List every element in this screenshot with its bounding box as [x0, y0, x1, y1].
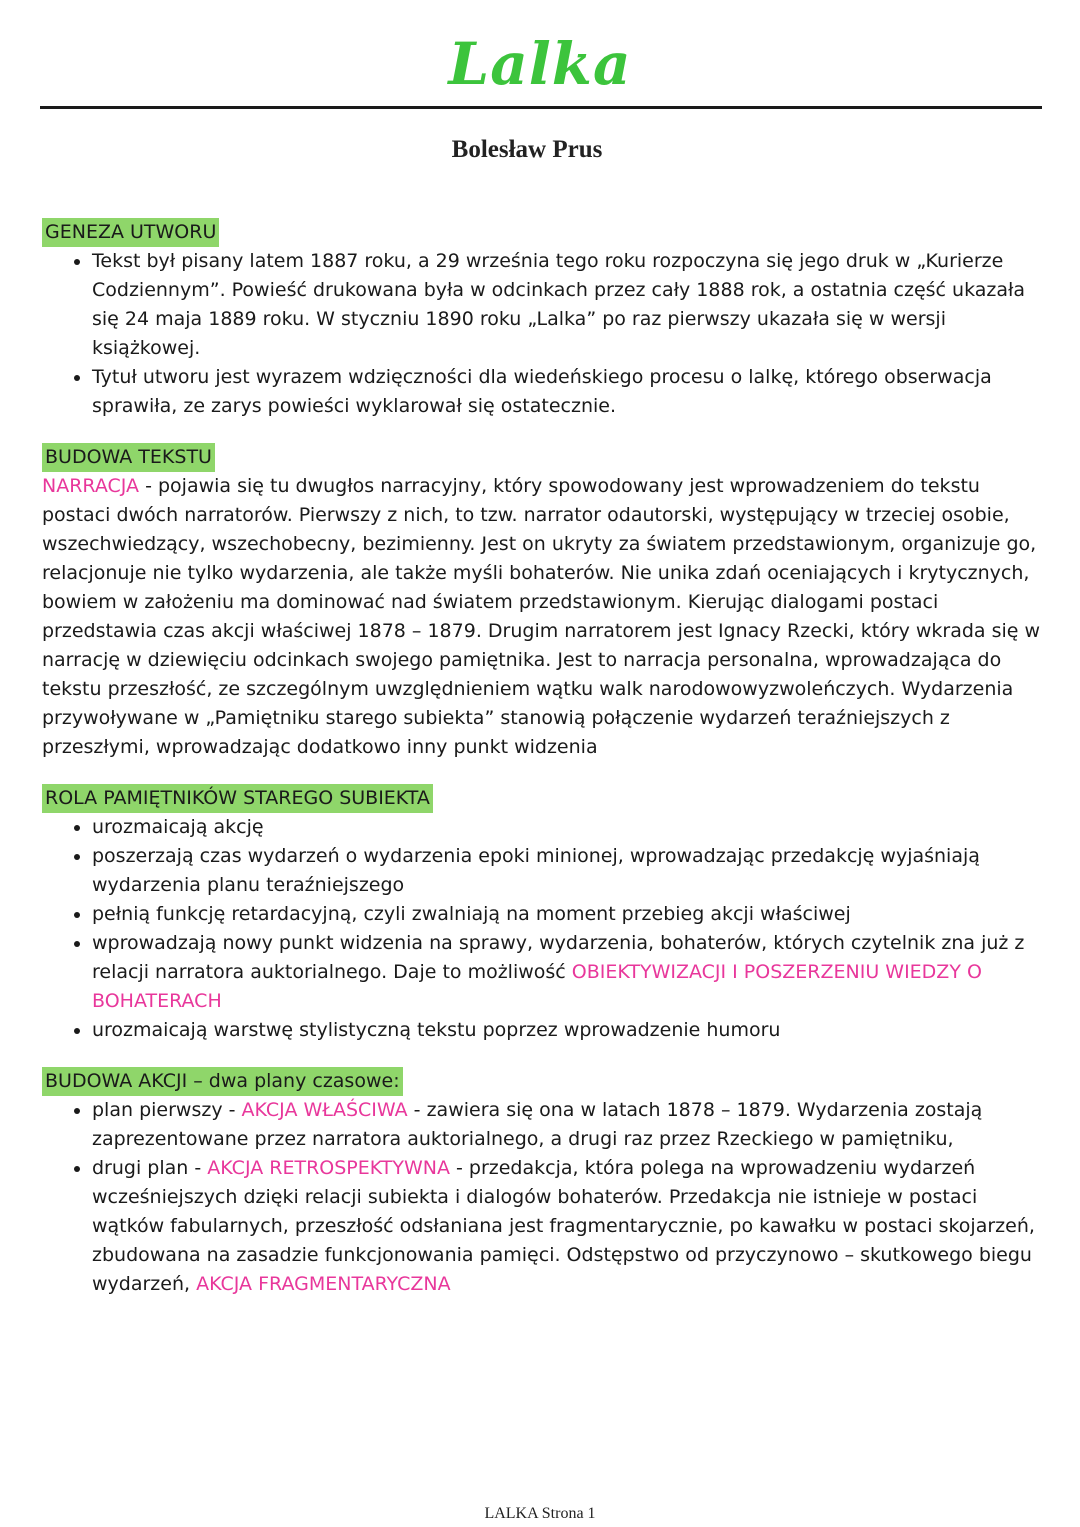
section-heading-budowa-tekstu: BUDOWA TEKSTU	[42, 443, 215, 472]
list-item: • pełnią funkcję retardacyjną, czyli zwalniają na moment przebieg akcji właściwej	[92, 900, 1052, 929]
list-item: • urozmaicają akcję	[92, 813, 1052, 842]
highlight-obiektywizacja: OBIEKTYWIZACJI I POSZERZENIU WIEDZY O BOHATERACH	[92, 961, 982, 1012]
section-heading-geneza: GENEZA UTWORU	[42, 218, 219, 247]
author-name: Bolesław Prus	[451, 136, 603, 163]
section-heading-rola: ROLA PAMIĘTNIKÓW STAREGO SUBIEKTA	[42, 784, 433, 813]
plan2-text: - przedakcja, która polega na wprowadzeniu wydarzeń wcześniejszych dzięki relacji subiekta i dialogów bohaterów. Przedakcja nie istnieje w postaci wątków fabularnych, przeszłość odsłaniana jest fragmentarycznie, po kawałku w postaci skojarzeń, zbudowana na zasadzie funkcjonowania pamięci. Odstępstwo od przyczynowo – skutkowego biegu wydarzeń,	[92, 1157, 1035, 1295]
section-rola-pamietnikow	[42, 784, 1052, 1045]
list-item: • urozmaicają warstwę stylistyczną tekstu poprzez wprowadzenie humoru	[92, 1016, 1052, 1045]
list-item	[92, 929, 1052, 1016]
akcja-wlasciwa-label: AKCJA WŁAŚCIWA	[241, 1099, 408, 1121]
section-heading-budowa-akcji: BUDOWA AKCJI – dwa plany czasowe:	[42, 1067, 403, 1096]
list-item	[92, 1096, 1052, 1154]
geneza-list	[42, 247, 1052, 421]
section-geneza	[42, 218, 1052, 421]
page-footer: LALKA Strona 1	[484, 1505, 596, 1522]
document-body	[42, 218, 1052, 1321]
plan2-prefix: drugi plan -	[92, 1157, 208, 1179]
narracja-paragraph	[42, 472, 1052, 762]
section-budowa-tekstu	[42, 443, 1052, 762]
plan1-prefix: plan pierwszy -	[92, 1099, 242, 1121]
rola-list	[42, 813, 1052, 1045]
narracja-label: NARRACJA	[42, 475, 140, 497]
akcja-retrospektywna-label: AKCJA RETROSPEKTYWNA	[207, 1157, 450, 1179]
list-item: • Tekst był pisany latem 1887 roku, a 29 września tego roku rozpoczyna się jego druk w „Kurierze Codziennym”. Powieść drukowana była w odcinkach przez cały 1888 rok, a ostatnia część ukazała się 24 maja 1889 roku. W styczniu 1890 roku „Lalka” po raz pierwszy ukazała się w wersji książkowej.	[92, 247, 1052, 363]
akcja-list	[42, 1096, 1052, 1299]
plan1-text: - zawiera się ona w latach 1878 – 1879. Wydarzenia zostają zaprezentowane przez narratora auktorialnego, a drugi raz przez Rzeckiego w pamiętniku,	[92, 1099, 983, 1150]
section-budowa-akcji	[42, 1067, 1052, 1299]
akcja-fragmentaryczna-label: AKCJA FRAGMENTARYCZNA	[196, 1273, 451, 1295]
list-item	[92, 1154, 1052, 1299]
list-item: • Tytuł utworu jest wyrazem wdzięczności dla wiedeńskiego procesu o lalkę, którego obserwacja sprawiła, ze zarys powieści wyklarował się ostatecznie.	[92, 363, 1052, 421]
document-title: Lalka	[448, 30, 632, 98]
list-item: • poszerzają czas wydarzeń o wydarzenia epoki minionej, wprowadzając przedakcję wyjaśniają wydarzenia planu teraźniejszego	[92, 842, 1052, 900]
list-item-text: wprowadzają nowy punkt widzenia na sprawy, wydarzenia, bohaterów, których czytelnik zna już z relacji narratora auktorialnego. Daje to możliwość	[92, 932, 1025, 983]
title-divider	[40, 106, 1042, 109]
narracja-text: - pojawia się tu dwugłos narracyjny, który spowodowany jest wprowadzeniem do tekstu postaci dwóch narratorów. Pierwszy z nich, to tzw. narrator odautorski, występujący w trzeciej osobie, wszechwiedzący, wszechobecny, bezimienny. Jest on ukryty za światem przedstawionym, organizuje go, relacjonuje nie tylko wydarzenia, ale także myśli bohaterów. Nie unika zdań oceniających i krytycznych, bowiem w założeniu ma dominować nad światem przedstawionym. Kierując dialogami postaci przedstawia czas akcji właściwej 1878 – 1879. Drugim narratorem jest Ignacy Rzecki, który wkrada się w narrację w dziewięciu odcinkach swojego pamiętnika. Jest to narracja personalna, wprowadzająca do tekstu przeszłość, ze szczególnym uwzględnieniem wątku walk narodowowyzwoleńczych. Wydarzenia przywoływane w „Pamiętniku starego subiekta” stanowią połączenie wydarzeń teraźniejszych z przeszłymi, wprowadzając dodatkowo inny punkt widzenia	[42, 475, 1041, 758]
